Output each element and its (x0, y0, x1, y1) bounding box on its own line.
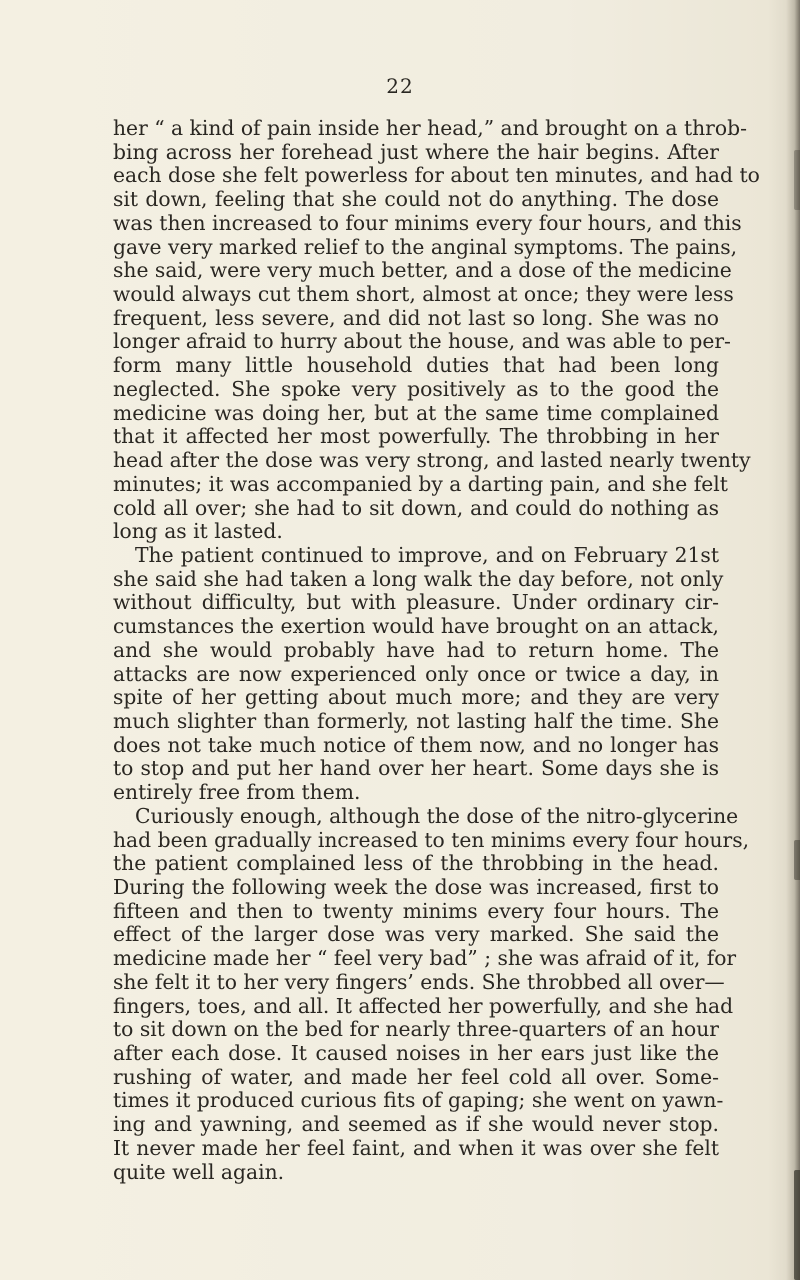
text-line: fifteen and then to twenty minims every four hours. The (113, 898, 719, 923)
text-line: gave very marked relief to the anginal symptoms. The pains, (113, 234, 738, 259)
text-line: long as it lasted. (113, 519, 283, 544)
text-line: would always cut them short, almost at once; they were less (113, 282, 734, 307)
text-line: frequent, less severe, and did not last so long. She was no (113, 305, 719, 330)
text-line: The patient continued to improve, and on February 21st (135, 542, 719, 567)
text-line: sit down, feeling that she could not do anything. The dose (113, 187, 719, 212)
text-line: to stop and put her hand over her heart. Some days she is (113, 756, 719, 781)
text-line: she said she had taken a long walk the day before, not only (113, 566, 724, 591)
text-line: form many little household duties that had been long (113, 353, 719, 378)
text-line: fingers, toes, and all. It affected her powerfully, and she had (113, 993, 734, 1018)
text-line: without difficulty, but with pleasure. Under ordinary cir- (113, 590, 719, 615)
page-number: 22 (386, 74, 414, 98)
text-line: effect of the larger dose was very marked. She said the (113, 922, 719, 947)
page-edge-mark (794, 1170, 800, 1280)
text-line: ing and yawning, and seemed as if she would never stop. (113, 1112, 719, 1137)
text-line: Curiously enough, although the dose of the nitro-glycerine (135, 803, 739, 828)
text-line: was then increased to four minims every four hours, and this (113, 210, 742, 235)
text-line: medicine was doing her, but at the same time complained (113, 400, 719, 425)
page-edge-mark (794, 840, 800, 880)
body-text (113, 116, 760, 1184)
text-line: does not take much notice of them now, and no longer has (113, 732, 719, 757)
text-line: quite well again. (113, 1159, 285, 1184)
text-line: she said, were very much better, and a dose of the medicine (113, 258, 732, 283)
text-line: that it affected her most powerfully. The throbbing in her (113, 424, 719, 449)
text-line: bing across her forehead just where the hair begins. After (113, 139, 719, 164)
text-line: entirely free from them. (113, 780, 361, 805)
text-line: her “ a kind of pain inside her head,” and brought on a throb- (113, 116, 747, 140)
text-line: had been gradually increased to ten minims every four hours, (113, 827, 750, 852)
text-line: neglected. She spoke very positively as to the good the (113, 376, 719, 401)
text-line: head after the dose was very strong, and lasted nearly twenty (113, 448, 751, 473)
text-line: medicine made her “ feel very bad” ; she was afraid of it, for (113, 946, 737, 971)
text-line: times it produced curious fits of gaping; she went on yawn- (113, 1088, 724, 1113)
page-edge-mark (794, 150, 800, 210)
text-line: spite of her getting about much more; and they are very (113, 685, 719, 710)
text-line: much slighter than formerly, not lasting half the time. She (113, 708, 719, 733)
text-line: During the following week the dose was increased, first to (113, 875, 719, 899)
text-line: and she would probably have had to return home. The (113, 637, 719, 662)
text-line: to sit down on the bed for nearly three-quarters of an hour (113, 1017, 719, 1042)
text-line: longer afraid to hurry about the house, and was able to per- (113, 329, 731, 354)
text-line: she felt it to her very fingers’ ends. She throbbed all over— (113, 969, 725, 994)
text-line: each dose she felt powerless for about ten minutes, and had to (113, 163, 760, 188)
text-line: attacks are now experienced only once or twice a day, in (113, 661, 719, 686)
text-line: after each dose. It caused noises in her ears just like the (113, 1041, 719, 1066)
text-line: cumstances the exertion would have brought on an attack, (113, 614, 719, 639)
text-line: the patient complained less of the throbbing in the head. (113, 851, 719, 876)
text-line: minutes; it was accompanied by a darting pain, and she felt (113, 471, 728, 496)
text-line: It never made her feel faint, and when it was over she felt (113, 1135, 719, 1160)
text-line: rushing of water, and made her feel cold all over. Some- (113, 1064, 719, 1089)
text-line: cold all over; she had to sit down, and could do nothing as (113, 495, 719, 520)
